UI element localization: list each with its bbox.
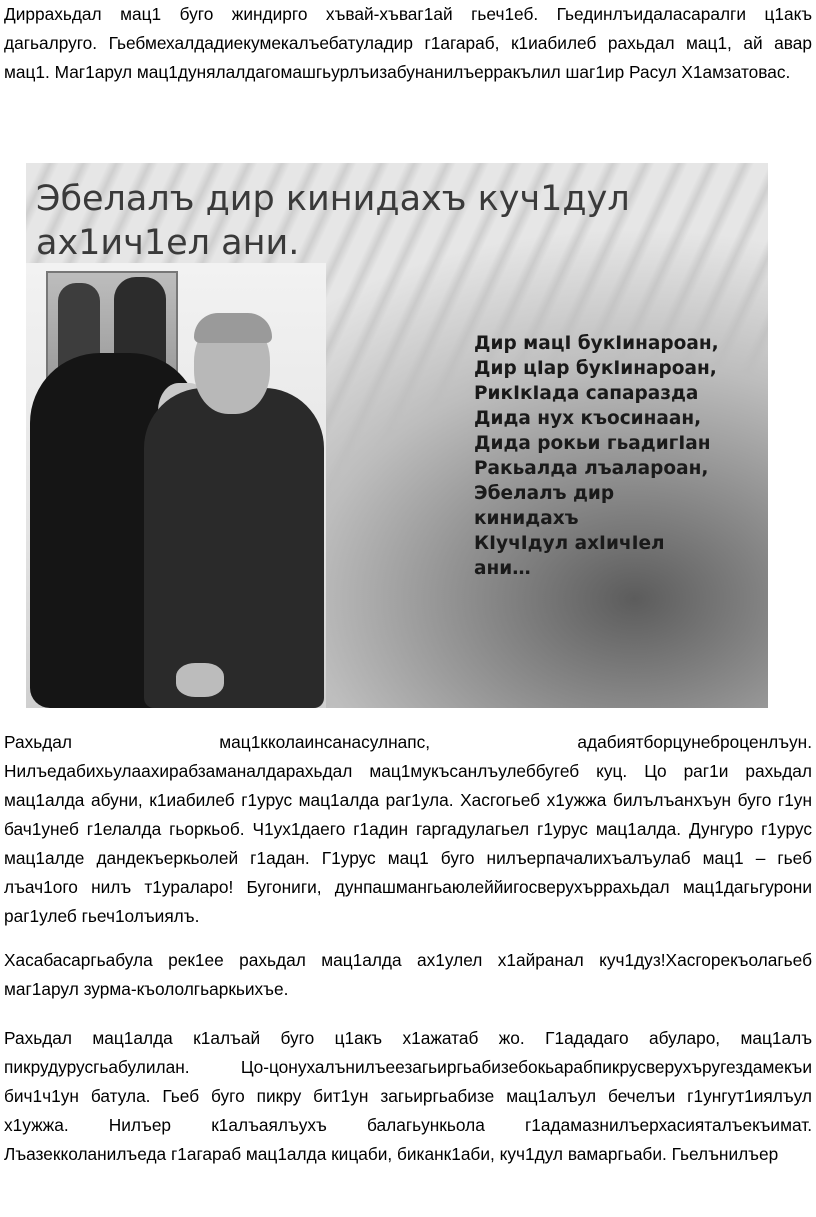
poem-line: Дида нух къосинаан, bbox=[474, 408, 702, 429]
man-hair bbox=[194, 313, 272, 343]
poem-line: ани… bbox=[474, 558, 531, 579]
poem-line: КIучIдул ахIичIел bbox=[474, 533, 665, 554]
poem-line: Дида рокьи гьадигIан bbox=[474, 433, 711, 454]
paragraph-intro: Диррахьдал мац1 буго жиндирго хъвай-хъваг1ай гьеч1еб. Гьединлъидаласаралги ц1акъ дагьалруго. Гьебмехалдадиекумекалъебатуладир г1агараб, к1иабилеб рахьдал мац1, ай авар мац1. Маг1арул мац1дунялалдагомашгьурлъизабунанилъерракълил шаг1ир Расул Х1амзатовас. bbox=[4, 4, 812, 82]
man-hand bbox=[176, 663, 224, 697]
figure-title: Эбелалъ дир кинидахъ куч1дул ах1ич1ел ани. bbox=[36, 179, 630, 263]
poem-line: РикIкIада сапаразда bbox=[474, 383, 699, 404]
man-figure bbox=[144, 388, 324, 708]
paragraph-native-language: Рахьдал мац1кколаинсанасулнапс, адабиятборцунеброценлъун. Нилъедабихьулаахирабзаманалдарахьдал мац1мукъсанлъулеббугеб куц. Цо раг1и рахьдал мац1алда абуни, к1иабилеб г1урус мац1алда раг1ула. Хасгогьеб х1ужжа билълъанхъун буго г1ун бач1унеб г1елалда гьоркьоб. Ч1ух1даего г1адин гаргадулагьел г1урус мац1алда. Дунгуро г1урус мац1алде дандекъеркьолей г1адан. Г1урус мац1 буго нилъерпачалихъалъулаб мац1 – гьеб лъач1ого нилъ т1ураларо! Бугониги, дунпашмангьаюлеййигосверухъррахьдал мац1дагьгурони раг1улеб гьеч1олъиялъ. bbox=[4, 732, 812, 926]
poem-line: Дир цIар букIинароан, bbox=[474, 358, 717, 379]
poem-line: кинидахъ bbox=[474, 508, 579, 529]
poem-line: Ракьалда лъалароан, bbox=[474, 458, 709, 479]
illustration-figure bbox=[26, 163, 768, 708]
poem-line: Эбелалъ дир bbox=[474, 483, 615, 504]
poem-line: Дир мацI букIинароан, bbox=[474, 333, 719, 354]
paragraph-songs: Хасабасаргьабула рек1ее рахьдал мац1алда ах1улел х1айранал куч1дуз!Хасгорекъолагьеб маг1арул зурма-къололгьаркьихъе. bbox=[4, 950, 812, 999]
portrait-photo bbox=[26, 263, 326, 708]
paragraph-speech: Рахьдал мац1алда к1алъай буго ц1акъ х1ажатаб жо. Г1ададаго абуларо, мац1алъ пикрудурусгьабулилан. Цо-цонухалънилъеезагьиргьабизебокьарабпикрусверухъругездамекъи бич1ч1ун батула. Гьеб буго пикру бит1ун загьиргьабизе мац1алъул бечелъи г1унгут1иялъул х1ужжа. Нилъер к1алъаялъухъ балагьункьола г1адамазнилъерхасияталъекъимат. Лъазекколанилъеда г1агараб мац1алда кицаби, биканк1аби, куч1дул вамаргьаби. Гьелънилъер bbox=[4, 1028, 812, 1164]
poem-verse bbox=[474, 331, 719, 581]
